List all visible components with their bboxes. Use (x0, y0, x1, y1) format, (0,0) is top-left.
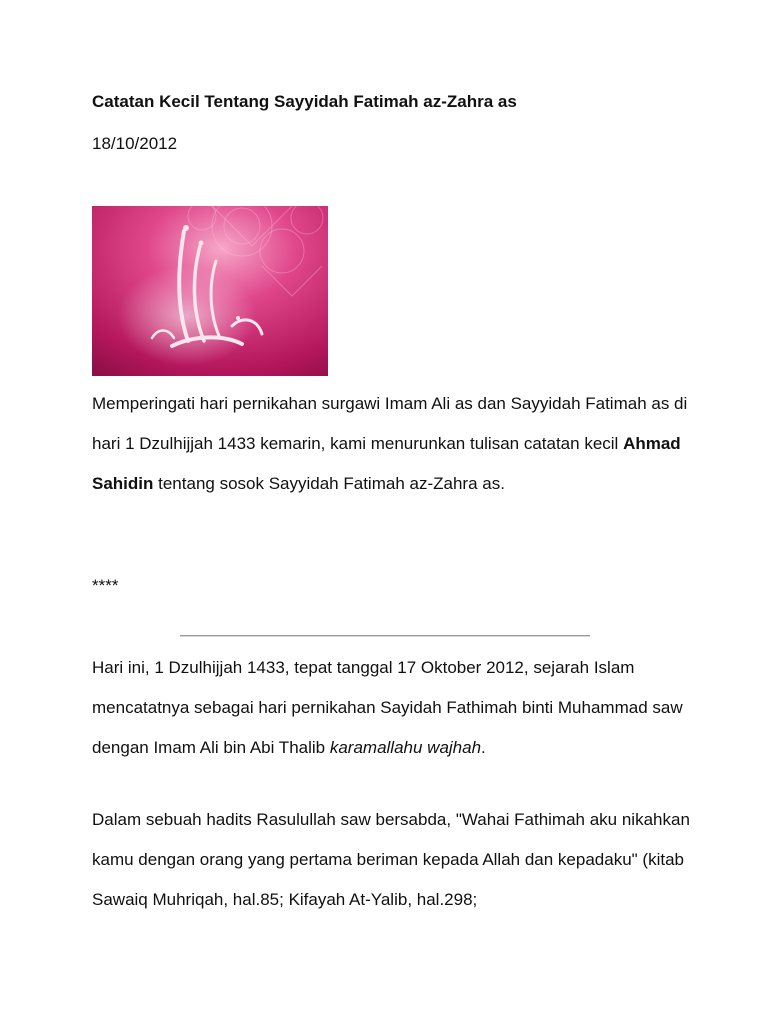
body-text-start: Hari ini, 1 Dzulhijjah 1433, tepat tanggal 17 Oktober 2012, sejarah Islam mencatatnya sebagai hari pernikahan Sayidah Fathimah binti Muhammad saw dengan Imam Ali bin Abi Thalib (92, 658, 683, 757)
intro-paragraph (92, 384, 692, 504)
calligraphy-image (92, 206, 328, 376)
honorific-italic: karamallahu wajhah (329, 738, 482, 757)
intro-text-end: tentang sosok Sayyidah Fatimah az-Zahra as. (153, 474, 505, 493)
body-paragraph-1 (92, 648, 692, 768)
document-date: 18/10/2012 (92, 134, 178, 153)
body-paragraph-2: Dalam sebuah hadits Rasulullah saw bersabda, "Wahai Fathimah aku nikahkan kamu dengan orang yang pertama beriman kepada Allah dan kepadaku" (kitab Sawaiq Muhriqah, hal.85; Kifayah At-Yalib, hal.298; (92, 810, 690, 909)
intro-text-start: Memperingati hari pernikahan surgawi Imam Ali as dan Sayyidah Fatimah as di hari 1 Dzulhijjah 1433 kemarin, kami menurunkan tulisan catatan kecil (92, 394, 688, 453)
calligraphy-artwork-svg (92, 206, 328, 376)
section-separator: **** (92, 576, 119, 595)
horizontal-rule (180, 635, 590, 637)
body-text-end: . (481, 738, 486, 757)
author-name: Ahmad Sahidin (92, 434, 681, 493)
document-title: Catatan Kecil Tentang Sayyidah Fatimah az-Zahra as (92, 92, 517, 111)
